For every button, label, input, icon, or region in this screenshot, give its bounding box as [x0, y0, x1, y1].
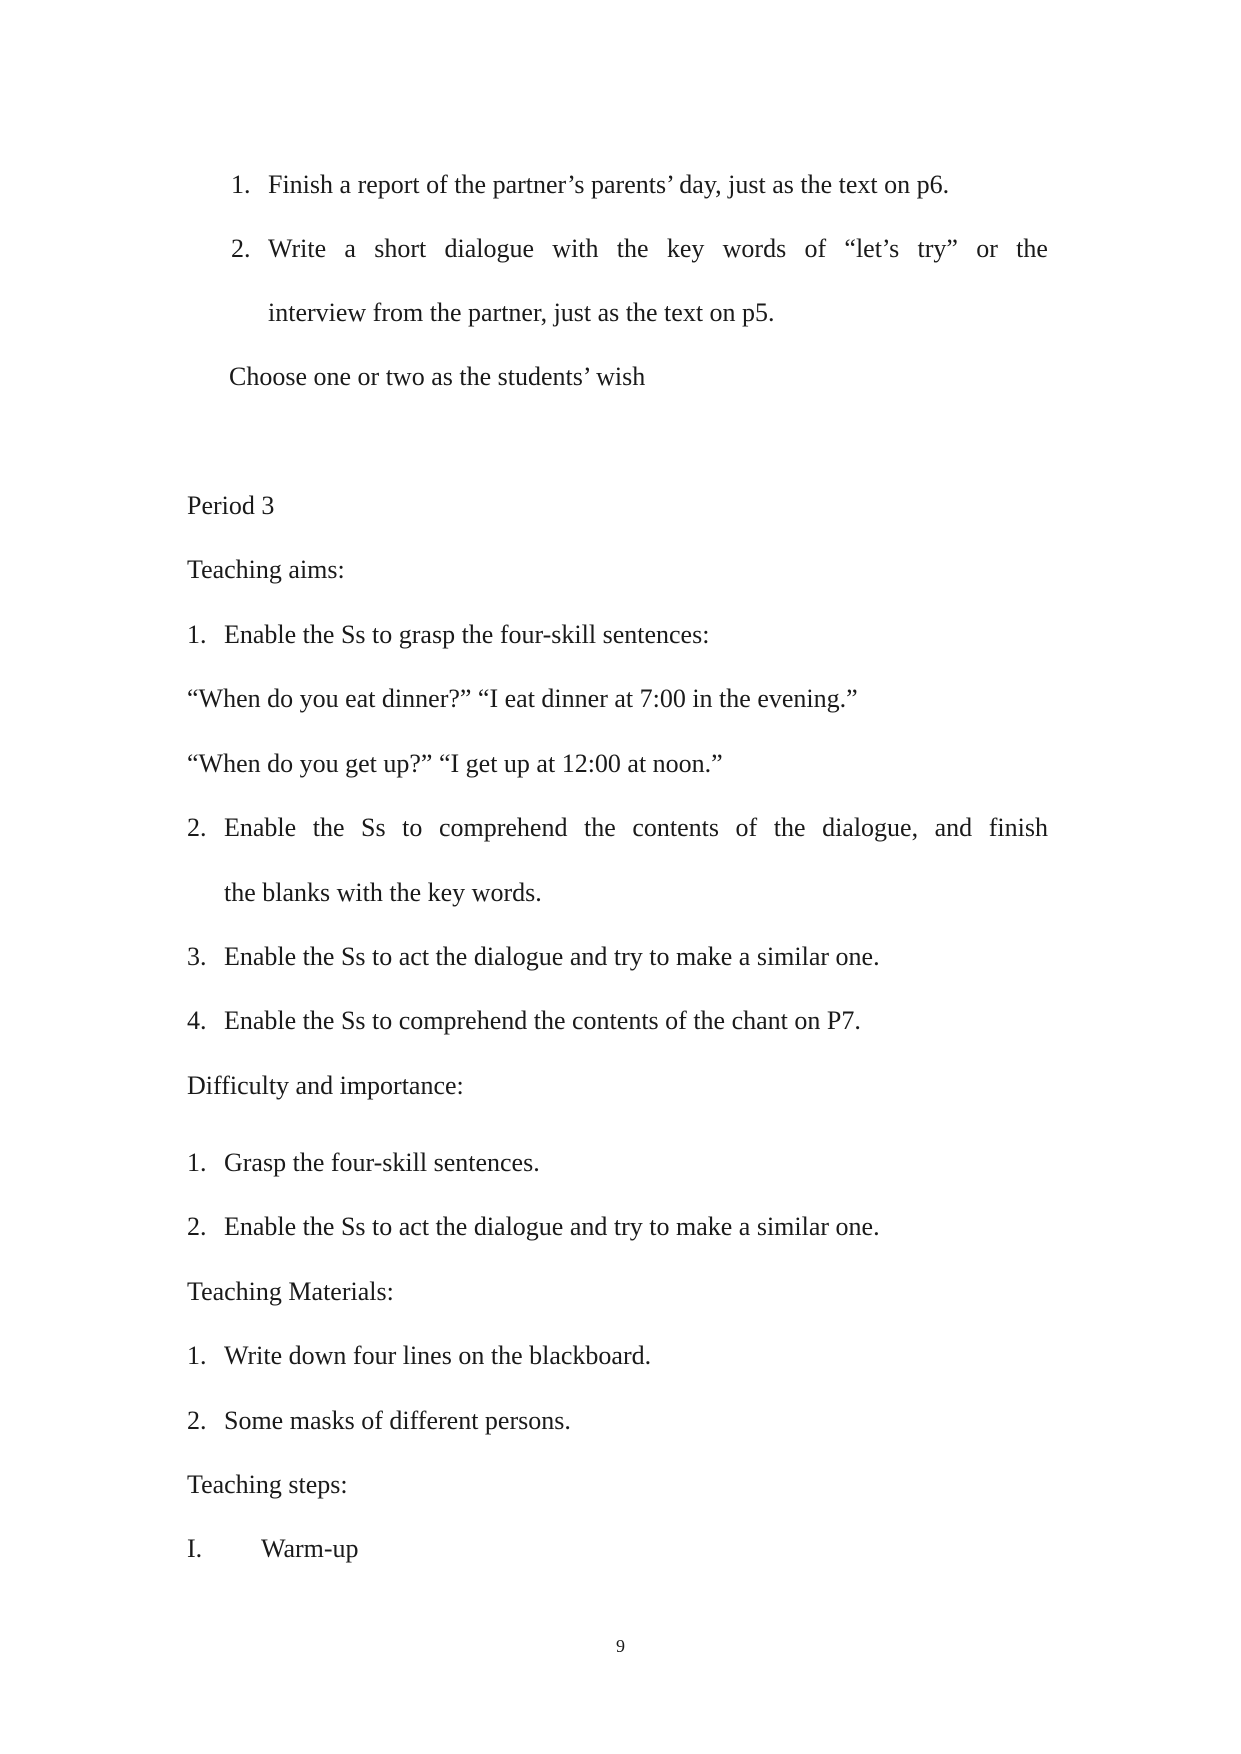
list-item-text-justified [268, 234, 1048, 264]
word: try” [917, 234, 958, 263]
teaching-aims-heading: Teaching aims: [187, 555, 345, 584]
list-number: 2. [231, 234, 251, 263]
word: of [804, 234, 827, 263]
list-number: 1. [231, 170, 251, 199]
choose-note: Choose one or two as the students’ wish [229, 362, 646, 391]
word: finish [988, 813, 1048, 842]
list-number: 1. [187, 1341, 207, 1370]
word: the [1016, 234, 1048, 263]
word: contents [632, 813, 719, 842]
word: to [402, 813, 423, 842]
materials-item-text: Some masks of different persons. [224, 1406, 571, 1435]
difficulty-item-text: Grasp the four-skill sentences. [224, 1148, 540, 1177]
word: the [773, 813, 806, 842]
word: key [666, 234, 705, 263]
word: and [934, 813, 973, 842]
word: “let’s [844, 234, 900, 263]
materials-item-text: Write down four lines on the blackboard. [224, 1341, 652, 1370]
word: with [552, 234, 599, 263]
materials-heading: Teaching Materials: [187, 1277, 394, 1306]
word: dialogue [444, 234, 535, 263]
word: words [722, 234, 787, 263]
aim-item-text: Enable the Ss to comprehend the contents of the chant on P7. [224, 1006, 861, 1035]
aim-item-text-justified [224, 813, 1048, 843]
word: short [374, 234, 427, 263]
word: dialogue, [822, 813, 919, 842]
list-number: 1. [187, 1148, 207, 1177]
word: of [735, 813, 758, 842]
difficulty-item-text: Enable the Ss to act the dialogue and try to make a similar one. [224, 1212, 880, 1241]
word: a [344, 234, 356, 263]
word: Write [268, 234, 327, 263]
step-text: Warm-up [261, 1534, 359, 1563]
word: the [616, 234, 649, 263]
word: comprehend [438, 813, 568, 842]
page-number: 9 [616, 1636, 625, 1656]
aim-item-text: Enable the Ss to grasp the four-skill sentences: [224, 620, 710, 649]
word: or [976, 234, 998, 263]
word: Ss [361, 813, 386, 842]
list-item-text-continued: interview from the partner, just as the text on p5. [268, 298, 775, 327]
list-number: 4. [187, 1006, 207, 1035]
word: the [584, 813, 616, 842]
list-number: 2. [187, 1406, 207, 1435]
example-sentence: “When do you eat dinner?” “I eat dinner at 7:00 in the evening.” [187, 684, 858, 713]
example-sentence: “When do you get up?” “I get up at 12:00 at noon.” [187, 749, 723, 778]
difficulty-heading: Difficulty and importance: [187, 1071, 464, 1100]
word: Enable [224, 813, 297, 842]
aim-item-text: Enable the Ss to act the dialogue and try to make a similar one. [224, 942, 880, 971]
list-number: 2. [187, 1212, 207, 1241]
aim-item-text-continued: the blanks with the key words. [224, 878, 542, 907]
step-number: I. [187, 1534, 203, 1563]
steps-heading: Teaching steps: [187, 1470, 348, 1499]
list-number: 2. [187, 813, 207, 842]
list-number: 1. [187, 620, 207, 649]
list-number: 3. [187, 942, 207, 971]
list-item-text: Finish a report of the partner’s parents’ day, just as the text on p6. [268, 170, 950, 199]
period-title: Period 3 [187, 491, 275, 520]
word: the [312, 813, 345, 842]
